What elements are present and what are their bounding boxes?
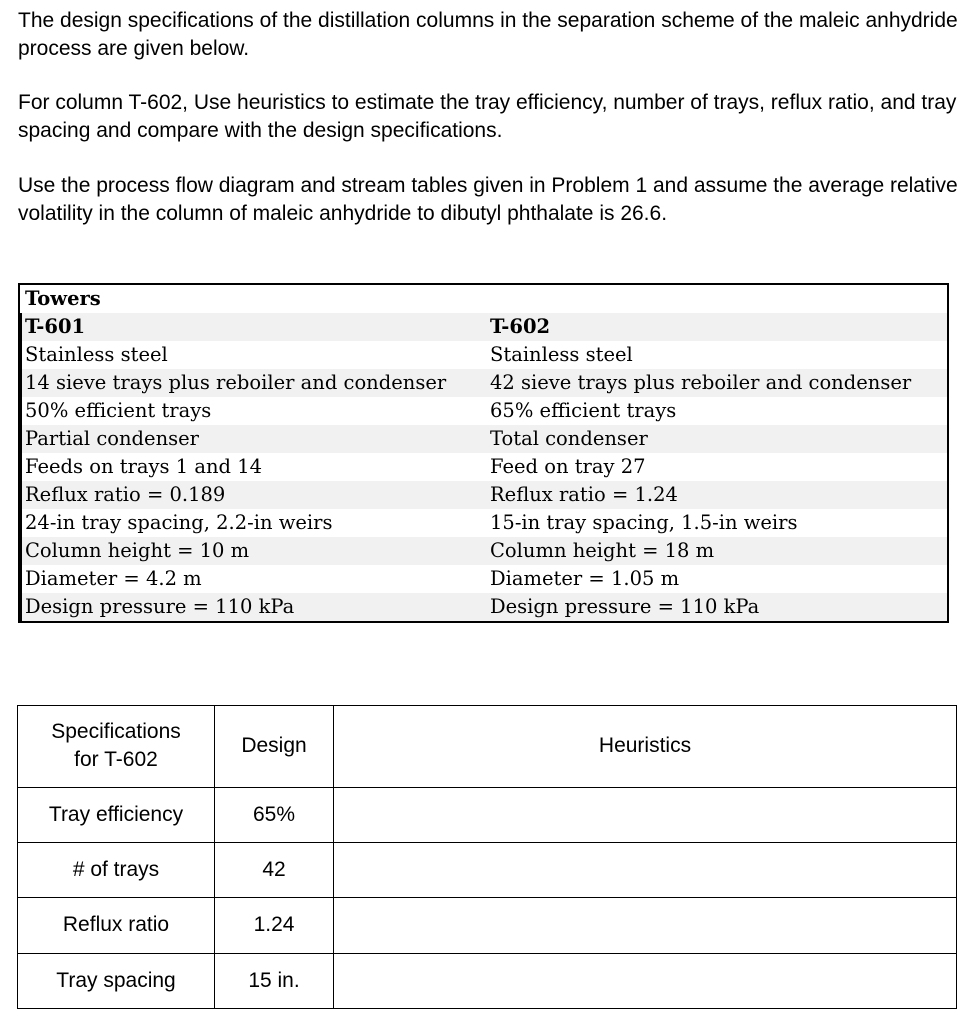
heuristics-header: Heuristics <box>334 706 957 788</box>
spec-comparison-table <box>17 705 957 1009</box>
t601-spec: Reflux ratio = 0.189 <box>25 483 226 506</box>
heuristics-cell[interactable] <box>334 787 957 842</box>
t602-spec: 65% efficient trays <box>490 399 677 422</box>
spec-header-row <box>18 706 957 788</box>
spec-header-cell <box>18 706 215 788</box>
spec-label: Reflux ratio <box>18 898 215 953</box>
t601-spec: 24-in tray spacing, 2.2-in weirs <box>25 511 333 534</box>
spec-label: Tray spacing <box>18 953 215 1008</box>
towers-row <box>20 313 947 341</box>
t601-spec: Column height = 10 m <box>25 539 250 562</box>
towers-left-rule <box>20 313 22 621</box>
t602-spec: Column height = 18 m <box>490 539 715 562</box>
table-row <box>18 787 957 842</box>
spec-header-line-1: Specifications <box>51 720 181 744</box>
spec-label: Tray efficiency <box>18 787 215 842</box>
towers-row <box>20 537 947 565</box>
towers-row <box>20 341 947 369</box>
t601-spec: Stainless steel <box>25 343 168 366</box>
heuristics-cell[interactable] <box>334 842 957 897</box>
t601-spec: 14 sieve trays plus reboiler and condenser <box>25 371 447 394</box>
t602-spec: 15-in tray spacing, 1.5-in weirs <box>490 511 798 534</box>
heuristics-cell[interactable] <box>334 898 957 953</box>
towers-heading: Towers <box>25 287 101 310</box>
design-value: 15 in. <box>215 953 334 1008</box>
design-value: 1.24 <box>215 898 334 953</box>
t602-spec: Design pressure = 110 kPa <box>490 595 760 618</box>
t601-spec: Feeds on trays 1 and 14 <box>25 455 263 478</box>
t602-title: T-602 <box>490 315 551 338</box>
towers-heading-row <box>20 285 947 313</box>
intro-paragraph-3: Use the process flow diagram and stream tables given in Problem 1 and assume the average relative volatility in the column of maleic anhydride to dibutyl phthalate is 26.6. <box>18 174 958 225</box>
table-row <box>18 842 957 897</box>
design-value: 65% <box>215 787 334 842</box>
spec-label: # of trays <box>18 842 215 897</box>
t601-spec: Diameter = 4.2 m <box>25 567 202 590</box>
t602-spec: Reflux ratio = 1.24 <box>490 483 678 506</box>
towers-row <box>20 453 947 481</box>
t601-spec: Design pressure = 110 kPa <box>25 595 295 618</box>
intro-paragraph-1: The design specifications of the distillation columns in the separation scheme of the maleic anhydride process are given below. <box>18 9 958 60</box>
towers-table <box>18 283 949 623</box>
heuristics-cell[interactable] <box>334 953 957 1008</box>
t602-spec: Diameter = 1.05 m <box>490 567 680 590</box>
towers-row <box>20 593 947 621</box>
spec-header-line-2: for T-602 <box>74 748 158 772</box>
towers-row <box>20 369 947 397</box>
t602-spec: Feed on tray 27 <box>490 455 646 478</box>
t601-title: T-601 <box>25 315 86 338</box>
t601-spec: Partial condenser <box>25 427 199 450</box>
design-value: 42 <box>215 842 334 897</box>
towers-row <box>20 509 947 537</box>
t601-spec: 50% efficient trays <box>25 399 212 422</box>
towers-row <box>20 397 947 425</box>
t602-spec: 42 sieve trays plus reboiler and condenser <box>490 371 912 394</box>
towers-row <box>20 565 947 593</box>
towers-row <box>20 481 947 509</box>
table-row <box>18 898 957 953</box>
t602-spec: Total condenser <box>490 427 648 450</box>
t602-spec: Stainless steel <box>490 343 633 366</box>
table-row <box>18 953 957 1008</box>
design-header: Design <box>215 706 334 788</box>
towers-row <box>20 425 947 453</box>
intro-paragraph-2: For column T-602, Use heuristics to estimate the tray efficiency, number of trays, reflux ratio, and tray spacing and compare with the design specifications. <box>18 91 957 142</box>
